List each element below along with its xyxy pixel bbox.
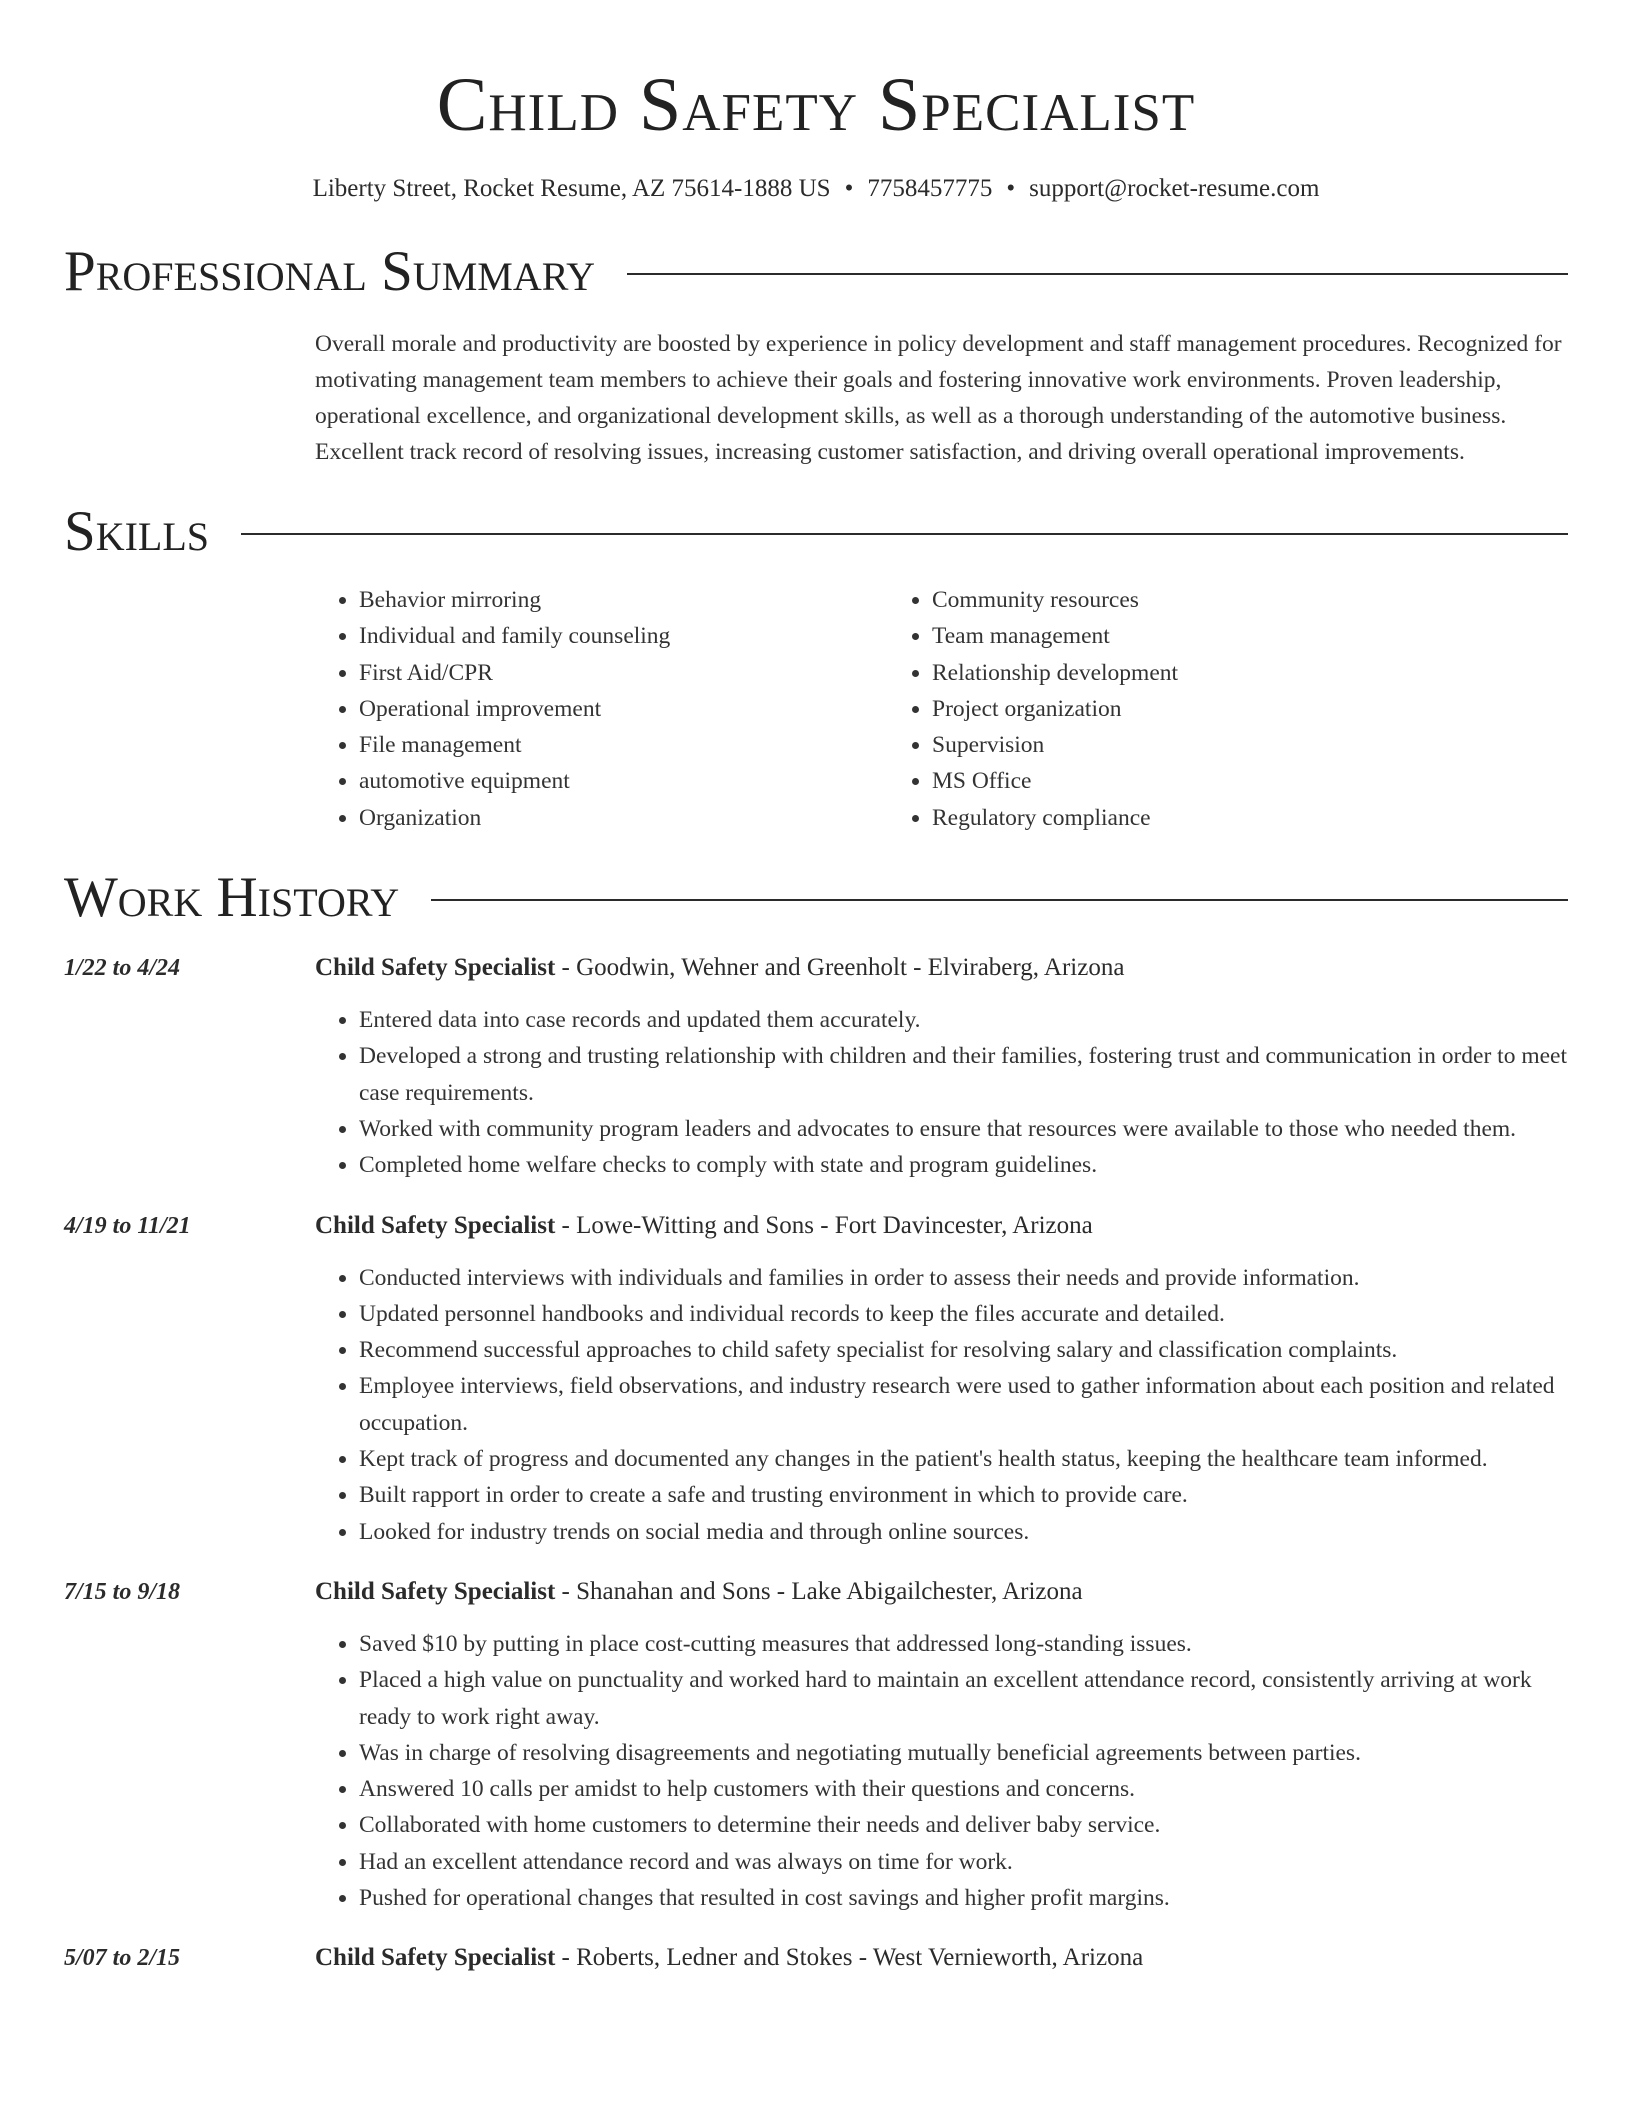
job-dates: 4/19 to 11/21: [64, 1212, 191, 1239]
job-dates: 5/07 to 2/15: [64, 1945, 181, 1972]
skill-item: • automotive equipment: [359, 763, 888, 799]
summary-heading: Professional Summary: [64, 240, 596, 303]
section-divider: [431, 899, 1568, 901]
job-employer-location: - Goodwin, Wehner and Greenholt - Elviraberg, Arizona: [555, 954, 1125, 982]
job-bullet: • Completed home welfare checks to comply with state and program guidelines.: [359, 1147, 1568, 1183]
job-bullet: • Had an excellent attendance record and was always on time for work.: [359, 1844, 1568, 1880]
job-entry: [64, 1574, 1568, 1916]
job-bullet: • Developed a strong and trusting relationship with children and their families, fostering trust and communication in order to meet case requirements.: [359, 1038, 1568, 1111]
job-body: [315, 1574, 1568, 1916]
contact-line: [64, 174, 1568, 204]
job-dates: 1/22 to 4/24: [64, 955, 181, 982]
job-title: Child Safety Specialist: [315, 1944, 556, 1972]
job-bullet: • Worked with community program leaders and advocates to ensure that resources were available to those who needed them.: [359, 1111, 1568, 1147]
job-entry: [64, 1208, 1568, 1550]
contact-phone: 7758457775: [867, 175, 993, 202]
job-bullet: • Updated personnel handbooks and individual records to keep the files accurate and detailed.: [359, 1296, 1568, 1332]
skill-item: • MS Office: [932, 763, 1178, 799]
skill-item: • Community resources: [932, 582, 1178, 618]
job-entry: [64, 950, 1568, 1183]
skills-section-header: [64, 500, 1568, 564]
skills-column-right: [888, 582, 1178, 836]
job-body: [315, 950, 1568, 1183]
work-history-list: [64, 950, 1568, 1976]
work-section-header: [64, 866, 1568, 930]
job-body: [315, 1208, 1568, 1550]
job-bullet: • Looked for industry trends on social media and through online sources.: [359, 1514, 1568, 1550]
job-bullet: • Saved $10 by putting in place cost-cutting measures that addressed long-standing issues.: [359, 1626, 1568, 1662]
job-body: [315, 1940, 1568, 1976]
contact-separator: •: [844, 175, 854, 202]
job-title: Child Safety Specialist: [315, 1577, 556, 1605]
job-bullet: • Answered 10 calls per amidst to help customers with their questions and concerns.: [359, 1771, 1568, 1807]
skill-item: • Individual and family counseling: [359, 618, 888, 654]
job-bullet: • Collaborated with home customers to determine their needs and deliver baby service.: [359, 1807, 1568, 1843]
contact-email: support@rocket-resume.com: [1029, 175, 1320, 202]
skill-item: • Operational improvement: [359, 691, 888, 727]
job-title: Child Safety Specialist: [315, 954, 556, 982]
skill-item: • Organization: [359, 800, 888, 836]
summary-text: Overall morale and productivity are boosted by experience in policy development and staff management procedures. Recognized for motivating management team members to achieve their goals and fostering innovative work environments. Proven leadership, operational excellence, and organizational development skills, as well as a thorough understanding of the automotive business. Excellent track record of resolving issues, increasing customer satisfaction, and driving overall operational improvements.: [315, 331, 1562, 465]
skill-item: • Team management: [932, 618, 1178, 654]
skill-item: • First Aid/CPR: [359, 655, 888, 691]
section-divider: [241, 533, 1568, 535]
job-bullet: • Employee interviews, field observations, and industry research were used to gather information about each position and related occupation.: [359, 1368, 1568, 1441]
resume-name: Child Safety Specialist: [436, 63, 1196, 147]
job-employer-location: - Roberts, Ledner and Stokes - West Vernieworth, Arizona: [555, 1944, 1144, 1972]
job-bullets: [315, 1260, 1568, 1550]
section-divider: [627, 273, 1568, 275]
job-dates: 7/15 to 9/18: [64, 1578, 181, 1605]
skill-item: • Supervision: [932, 727, 1178, 763]
job-title-line: [315, 1940, 1568, 1976]
job-bullet: • Conducted interviews with individuals and families in order to assess their needs and provide information.: [359, 1260, 1568, 1296]
job-bullet: • Placed a high value on punctuality and worked hard to maintain an excellent attendance record, consistently arriving at work ready to work right away.: [359, 1662, 1568, 1735]
skill-item: • Regulatory compliance: [932, 800, 1178, 836]
job-entry: [64, 1940, 1568, 1976]
job-employer-location: - Shanahan and Sons - Lake Abigailchester, Arizona: [555, 1577, 1083, 1605]
job-title: Child Safety Specialist: [315, 1211, 556, 1239]
skill-item: • Project organization: [932, 691, 1178, 727]
skill-item: • Behavior mirroring: [359, 582, 888, 618]
work-heading: Work History: [64, 866, 400, 930]
job-bullet: • Kept track of progress and documented any changes in the patient's health status, keeping the healthcare team informed.: [359, 1441, 1568, 1477]
skill-item: • File management: [359, 727, 888, 763]
skills-heading: Skills: [64, 500, 210, 563]
job-bullet: • Entered data into case records and updated them accurately.: [359, 1002, 1568, 1038]
job-bullet: • Recommend successful approaches to child safety specialist for resolving salary and classification complaints.: [359, 1332, 1568, 1368]
job-bullet: • Was in charge of resolving disagreements and negotiating mutually beneficial agreements between parties.: [359, 1735, 1568, 1771]
job-title-line: [315, 950, 1568, 986]
job-employer-location: - Lowe-Witting and Sons - Fort Davincester, Arizona: [555, 1211, 1093, 1239]
skill-item: • Relationship development: [932, 655, 1178, 691]
skills-column-left: [315, 582, 888, 836]
job-title-line: [315, 1208, 1568, 1244]
job-bullet: • Built rapport in order to create a safe and trusting environment in which to provide care.: [359, 1477, 1568, 1513]
skills-list: [315, 582, 1568, 836]
job-bullets: [315, 1002, 1568, 1183]
contact-address: Liberty Street, Rocket Resume, AZ 75614-1888 US: [312, 175, 831, 202]
contact-separator: •: [1006, 175, 1016, 202]
job-title-line: [315, 1574, 1568, 1610]
job-bullets: [315, 1626, 1568, 1916]
summary-section-header: [64, 240, 1568, 304]
job-bullet: • Pushed for operational changes that resulted in cost savings and higher profit margins.: [359, 1880, 1568, 1916]
